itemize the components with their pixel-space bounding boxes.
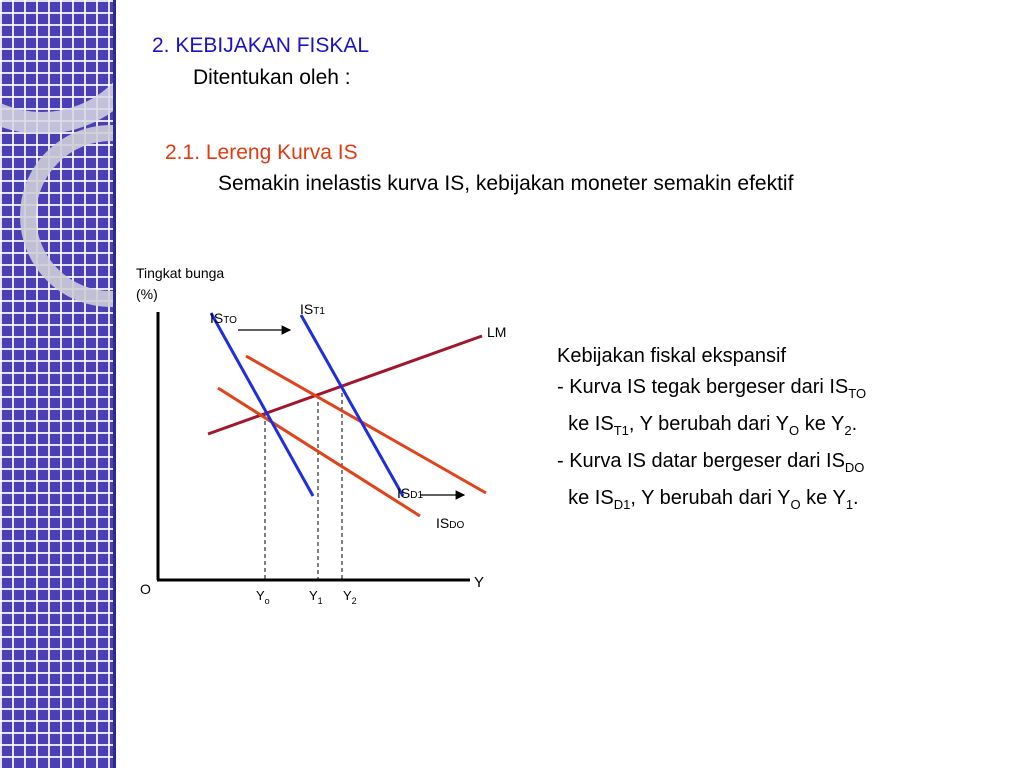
- panel-line-flat-shift: - Kurva IS datar bergeser dari $IS_{DO}$: [557, 450, 865, 475]
- panel-line-steep-shift: - Kurva IS tegak bergeser dari $IS_{TO}$: [557, 376, 867, 401]
- panel-title: Kebijakan fiskal ekspansif: [557, 345, 787, 367]
- x-axis-label: Y: [474, 574, 485, 591]
- is-t1-curve: [301, 315, 403, 496]
- y-axis-label: Tingkat bunga: [136, 265, 225, 281]
- tick-label-y1: $Y_1$: [309, 588, 323, 606]
- is-do-label: ISDO: [436, 515, 465, 531]
- is-d1-label: ISD1: [397, 485, 424, 501]
- section-heading: 2.1. Lereng Kurva IS: [165, 141, 358, 164]
- y-axis-unit: (%): [136, 286, 158, 302]
- tick-label-y2: $Y_2$: [343, 588, 357, 606]
- is-to-label: ISTO: [210, 310, 237, 326]
- lm-curve: [208, 336, 482, 434]
- is-do-curve: [218, 388, 420, 516]
- origin-label: O: [140, 581, 151, 597]
- is-to-curve: [211, 313, 313, 496]
- slide-heading-subtitle: Ditentukan oleh :: [193, 66, 351, 89]
- tick-label-yo: $Y_o$: [256, 588, 270, 606]
- panel-line-steep-result: ke $IS_{T1}$, Y berubah dari $Y_O$ ke $Y_2$.: [557, 413, 858, 438]
- explanation-panel: [557, 341, 866, 520]
- panel-line-flat-result: ke $IS_{D1}$, Y berubah dari $Y_O$ ke $Y_1$.: [557, 487, 859, 512]
- slide-heading: 2. KEBIJAKAN FISKAL: [152, 34, 370, 57]
- is-t1-label: IST1: [300, 301, 325, 317]
- lm-label: LM: [487, 324, 507, 340]
- section-description: Semakin inelastis kurva IS, kebijakan moneter semakin efektif: [218, 172, 794, 195]
